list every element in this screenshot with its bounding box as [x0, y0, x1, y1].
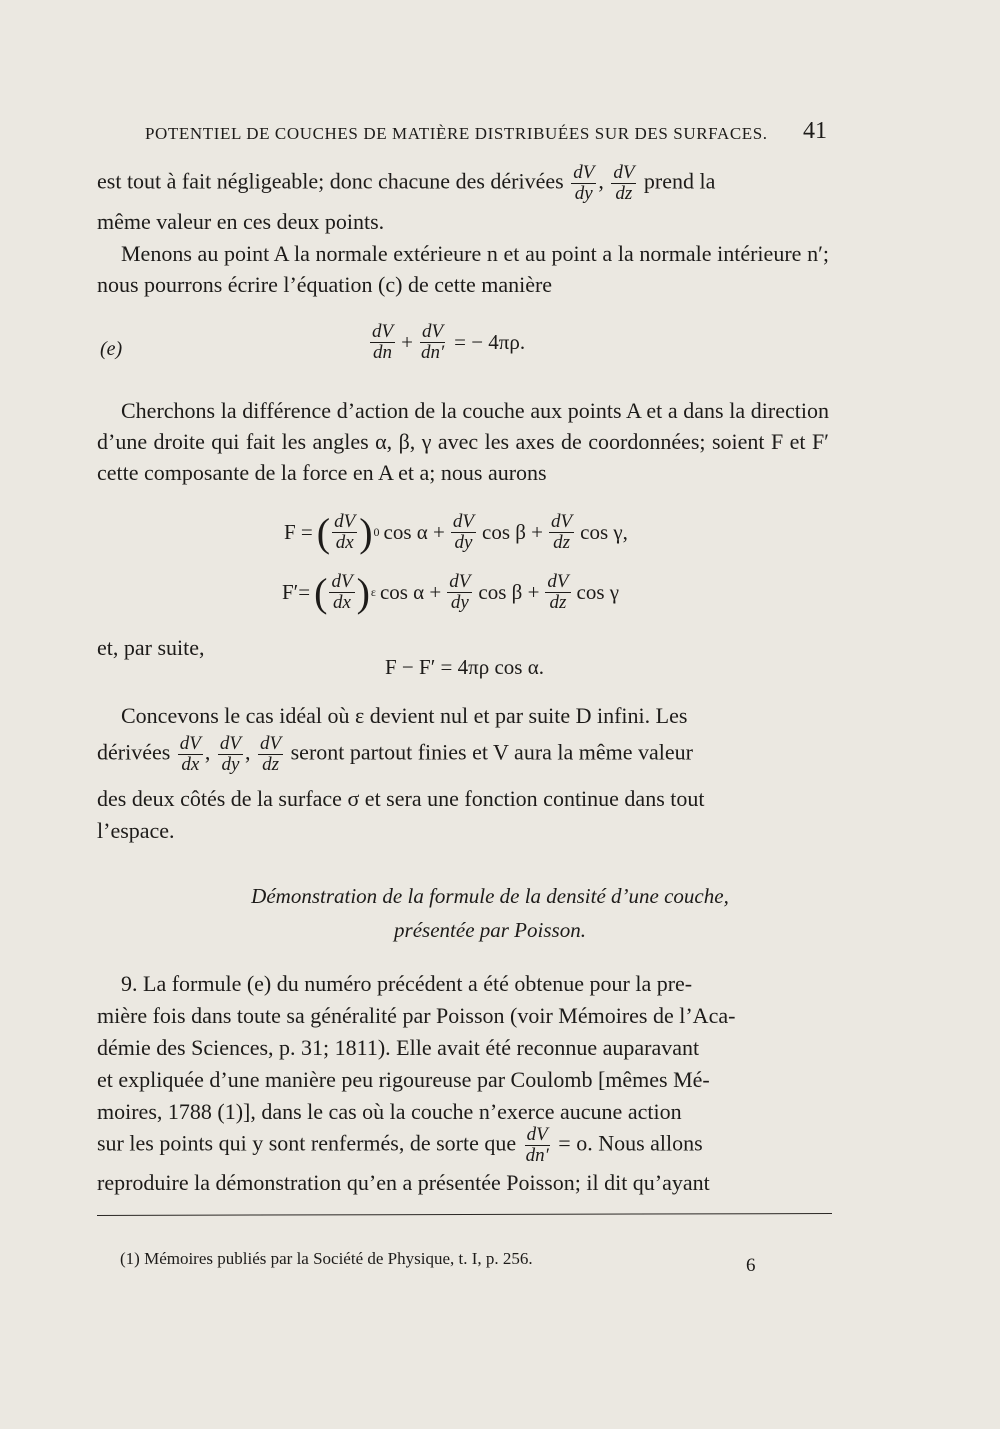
para5-line7: reproduire la démonstration qu’en a présentée Poisson; il dit qu’ayant: [97, 1170, 710, 1195]
para4-line3: des deux côtés de la surface σ et sera une fonction continue dans tout: [97, 786, 705, 811]
et-par-suite: et, par suite,: [97, 635, 205, 660]
footnote-rule: [97, 1213, 832, 1216]
section-heading-line1: Démonstration de la formule de la densité d’une couche,: [251, 884, 729, 908]
fraction-dv-dz: $\frac{dV}{dz}$: [613, 162, 635, 204]
para4-line2: dérivées $\frac{dV}{dx}$ , $\frac{dV}{dy}$ , $\frac{dV}{dz}$ seront partout finies et V aura la même valeur: [97, 733, 694, 775]
para5-line4: et expliquée d’une manière peu rigoureuse par Coulomb [mêmes Mé-: [97, 1067, 710, 1092]
para4-line1: Concevons le cas idéal où ε devient nul et par suite D infini. Les: [121, 703, 688, 728]
para5-line3: démie des Sciences, p. 31; 1811). Elle avait été reconnue auparavant: [97, 1035, 700, 1060]
para5-line6: sur les points qui y sont renfermés, de sorte que $\frac{dV}{dn'}$ = o. Nous allons: [97, 1124, 703, 1166]
section-heading-line2: présentée par Poisson.: [394, 918, 586, 942]
equation-difference: F − F′ = 4πρ cos α.: [385, 655, 544, 679]
footnote: (1) Mémoires publiés par la Société de Physique, t. I, p. 256.: [120, 1249, 533, 1268]
para5-line5: moires, 1788 (1)], dans le cas où la couche n’exerce aucune action: [97, 1099, 682, 1124]
para3: Cherchons la différence d’action de la couche aux points A et a dans la direction d’une droite qui fait les angles α, β, γ avec les axes de coordonnées; soient F et F′ cette composante de la force en A et a; nous aurons: [97, 398, 829, 485]
fraction-dv-dy: $\frac{dV}{dy}$: [573, 162, 595, 204]
para1-line1: est tout à fait négligeable; donc chacune des dérivées $\frac{dV}{dy}$ , $\frac{dV}{dz}$ prend la: [97, 162, 716, 204]
para4-line4: l’espace.: [97, 818, 175, 843]
para1-line2: même valeur en ces deux points.: [97, 209, 385, 234]
para5-line1: 9. La formule (e) du numéro précédent a été obtenue pour la pre-: [121, 971, 693, 996]
equation-label: (e): [100, 338, 123, 360]
equation-F: F = ( $\frac{dV}{dx}$ ) 0 cos α + $\frac{dV}{dy}$ cos β + $\frac{dV}{dz}$ cos γ,: [284, 509, 628, 555]
equation-e: $\frac{dV}{dn}$ + $\frac{dV}{dn'}$ = − 4πρ.: [372, 321, 526, 363]
equation-F-prime: F′= ( $\frac{dV}{dx}$ ) ε cos α + $\frac{dV}{dy}$ cos β + $\frac{dV}{dz}$ cos γ: [282, 569, 620, 615]
page-number: 41: [803, 118, 827, 144]
signature-mark: 6: [746, 1255, 756, 1276]
para5-line2: mière fois dans toute sa généralité par Poisson (voir Mémoires de l’Aca-: [97, 1003, 736, 1028]
running-header: [145, 118, 827, 144]
header-title: POTENTIEL DE COUCHES DE MATIÈRE DISTRIBUÉES SUR DES SURFACES.: [145, 124, 768, 143]
para2: Menons au point A la normale extérieure n et au point a la normale intérieure n′; nous pourrons écrire l’équation (c) de cette manière: [97, 241, 829, 297]
